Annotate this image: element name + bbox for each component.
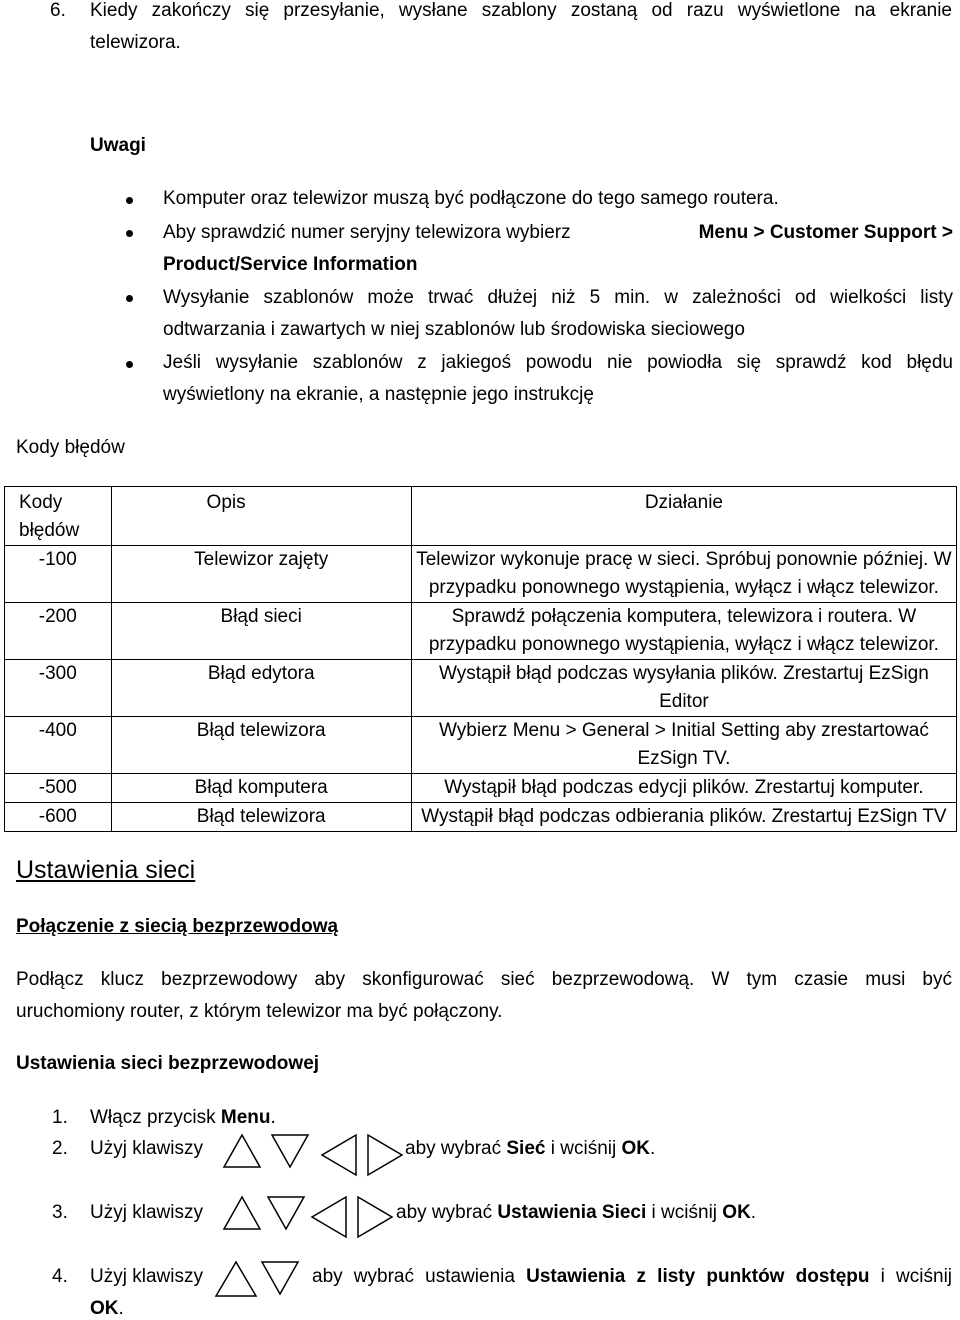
arrow-right-key-icon — [368, 1135, 402, 1175]
row-action: Telewizor wykonuje pracę w sieci. Spróbuj ponownie później. W przypadku ponownego wystąpienia, wyłącz i włącz telewizor. — [411, 546, 956, 603]
step-6-number: 6. — [50, 0, 66, 21]
arrow-up-key-icon — [224, 1197, 260, 1229]
table-row — [5, 660, 957, 717]
row-desc: Telewizor zajęty — [111, 546, 411, 603]
row-code: -100 — [5, 546, 112, 603]
note-4-line2: wyświetlony na ekranie, a następnie jego instrukcję — [163, 384, 594, 405]
bullet-dot — [126, 230, 133, 237]
row-desc: Błąd komputera — [111, 774, 411, 803]
header-action: Działanie — [411, 487, 956, 546]
arrow-keys-group — [214, 1258, 300, 1300]
ok-key-label: OK — [90, 1298, 119, 1319]
note-4-line1: Jeśli wysyłanie szablonów z jakiegoś powodu nie powiodła się sprawdź kod błędu — [163, 352, 953, 373]
error-codes-heading: Kody błędów — [16, 437, 125, 458]
row-desc: Błąd telewizora — [111, 717, 411, 774]
network-title: Ustawienia sieci — [16, 856, 196, 884]
row-code: -500 — [5, 774, 112, 803]
row-code: -300 — [5, 660, 112, 717]
note-2-menu-path: Menu > Customer Support > — [698, 222, 953, 243]
step-4-text: aby wybrać ustawienia Ustawienia z listy punktów dostępu i wciśnij — [312, 1266, 953, 1287]
step-3-text: aby wybrać Ustawienia Sieci i wciśnij OK. — [396, 1202, 757, 1223]
step-3-lead: Użyj klawiszy — [90, 1202, 203, 1223]
network-menu-label: Sieć — [506, 1138, 546, 1159]
bullet-dot — [126, 295, 133, 302]
row-code: -200 — [5, 603, 112, 660]
arrow-keys-group — [222, 1131, 402, 1175]
bullet-dot — [126, 197, 133, 204]
step-3-number: 3. — [52, 1202, 68, 1223]
step-4-lead: Użyj klawiszy — [90, 1266, 203, 1287]
step-6-text-line1: Kiedy zakończy się przesyłanie, wysłane szablony zostaną od razu wyświetlone na ekranie — [90, 0, 952, 21]
note-2-line2: Product/Service Information — [163, 254, 418, 275]
row-desc: Błąd telewizora — [111, 803, 411, 832]
note-2-prefix: Aby sprawdzić numer seryjny telewizora wybierz — [163, 222, 571, 243]
note-1: Komputer oraz telewizor muszą być podłączone do tego samego routera. — [163, 188, 779, 209]
ok-key-label: OK — [722, 1202, 751, 1223]
arrow-down-key-icon — [272, 1135, 308, 1167]
wireless-para-line2: uruchomiony router, z którym telewizor ma być połączony. — [16, 1001, 503, 1022]
access-point-list-label: Ustawienia z listy punktów dostępu — [526, 1266, 870, 1287]
step-4-number: 4. — [52, 1266, 68, 1287]
bullet-dot — [126, 361, 133, 368]
arrow-keys-group — [222, 1193, 394, 1237]
row-action: Wybierz Menu > General > Initial Setting aby zrestartować EzSign TV. — [411, 717, 956, 774]
table-row — [5, 546, 957, 603]
arrow-up-key-icon — [216, 1262, 256, 1296]
menu-key-label: Menu — [220, 1107, 271, 1128]
settings-heading: Ustawienia sieci bezprzewodowej — [16, 1053, 320, 1074]
row-desc: Błąd sieci — [111, 603, 411, 660]
table-row — [5, 803, 957, 832]
step-2-text: aby wybrać Sieć i wciśnij OK. — [405, 1138, 656, 1159]
note-3-line2: odtwarzania i zawartych w niej szablonów lub środowiska sieciowego — [163, 319, 745, 340]
step-2-number: 2. — [52, 1138, 68, 1159]
row-action: Wystąpił błąd podczas odbierania plików. Zrestartuj EzSign TV — [411, 803, 956, 832]
table-row — [5, 774, 957, 803]
row-code: -600 — [5, 803, 112, 832]
header-desc: Opis — [111, 487, 411, 546]
arrow-right-key-icon — [358, 1197, 392, 1237]
note-2-line1 — [163, 222, 953, 244]
arrow-left-key-icon — [312, 1197, 346, 1237]
row-action: Sprawdź połączenia komputera, telewizora i routera. W przypadku ponownego wystąpienia, wyłącz i włącz telewizor. — [411, 603, 956, 660]
row-action: Wystąpił błąd podczas edycji plików. Zrestartuj komputer. — [411, 774, 956, 803]
arrow-left-key-icon — [322, 1135, 356, 1175]
wireless-heading: Połączenie z siecią bezprzewodową — [16, 916, 339, 937]
notes-heading: Uwagi — [90, 135, 146, 156]
step-6-text-line2: telewizora. — [90, 32, 181, 53]
row-action: Wystąpił błąd podczas wysyłania plików. Zrestartuj EzSign Editor — [411, 660, 956, 717]
row-code: -400 — [5, 717, 112, 774]
arrow-down-key-icon — [268, 1197, 304, 1229]
table-header-row — [5, 487, 957, 546]
header-code: Kody błędów — [5, 487, 112, 546]
step-1-number: 1. — [52, 1107, 68, 1128]
network-settings-label: Ustawienia Sieci — [497, 1202, 647, 1223]
table-row — [5, 717, 957, 774]
arrow-down-key-icon — [262, 1262, 298, 1294]
arrow-up-key-icon — [224, 1135, 260, 1167]
wireless-para-line1: Podłącz klucz bezprzewodowy aby skonfigurować sieć bezprzewodową. W tym czasie musi być — [16, 969, 952, 990]
ok-key-label: OK — [621, 1138, 650, 1159]
step-2-lead: Użyj klawiszy — [90, 1138, 203, 1159]
step-1-text: Włącz przycisk Menu. — [90, 1107, 276, 1128]
table-row — [5, 603, 957, 660]
step-4-line2: OK. — [90, 1298, 124, 1319]
row-desc: Błąd edytora — [111, 660, 411, 717]
note-3-line1: Wysyłanie szablonów może trwać dłużej niż 5 min. w zależności od wielkości listy — [163, 287, 953, 308]
error-codes-table — [4, 486, 957, 832]
